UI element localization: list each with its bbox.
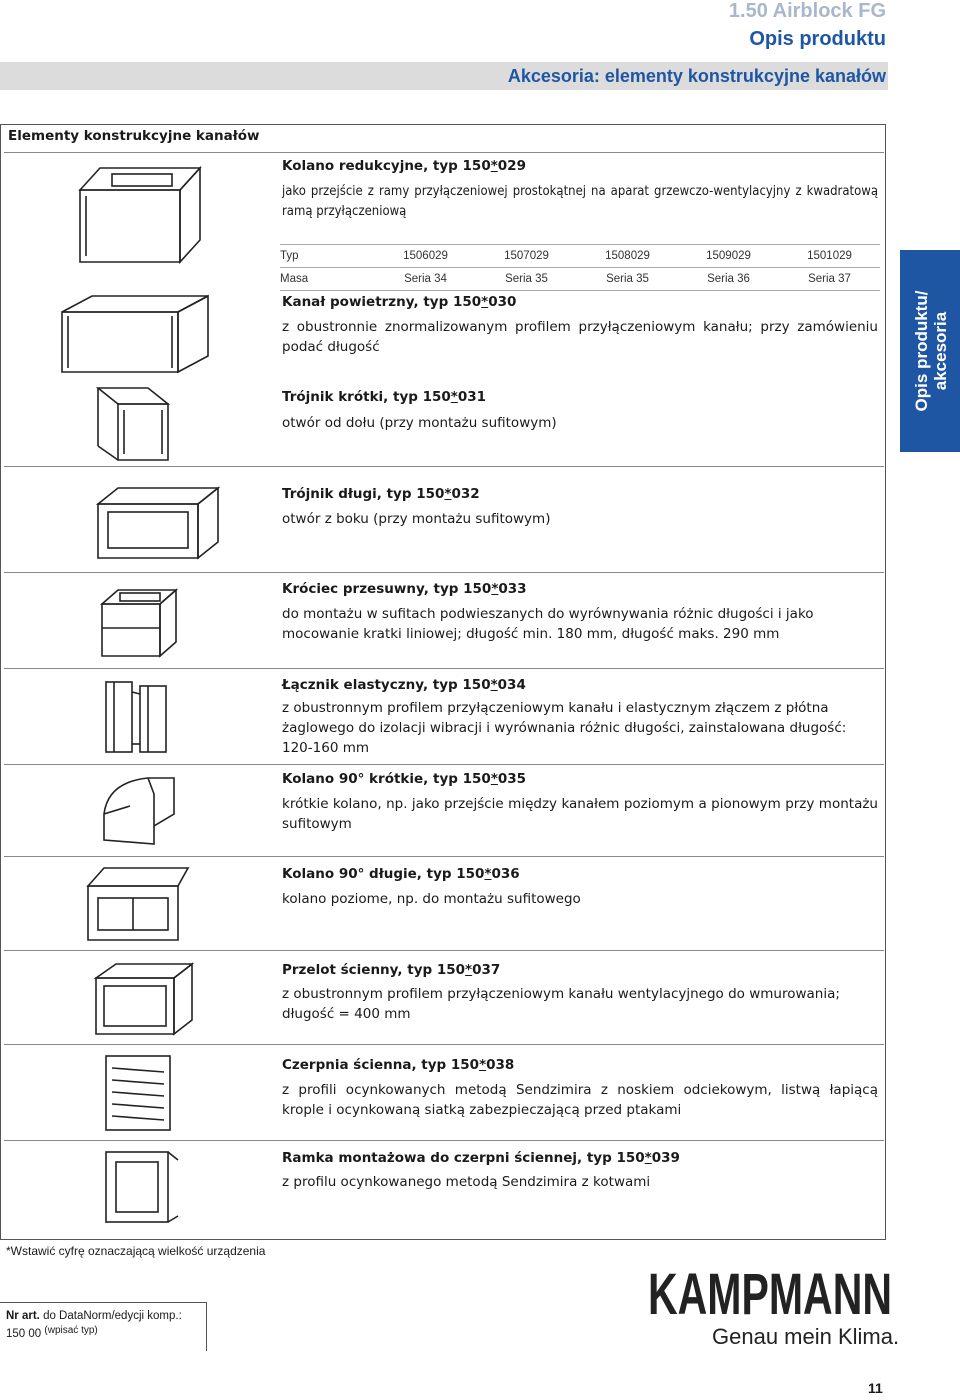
item-desc-039: z profilu ocynkowanego metodą Sendzimira z kotwami bbox=[282, 1174, 651, 1190]
side-tab-label: Opis produktu/ akcesoria bbox=[912, 290, 950, 412]
table-cell: 1506029 bbox=[375, 245, 476, 268]
svg-text:KAMPMANN: KAMPMANN bbox=[648, 1262, 892, 1327]
item-title-033: Króciec przesuwny, typ 150*033 bbox=[282, 581, 527, 597]
divider bbox=[4, 950, 884, 951]
item-desc-036: kolano poziome, np. do montażu sufitowego bbox=[282, 891, 581, 907]
item-title-039: Ramka montażowa do czerpni ściennej, typ 150*039 bbox=[282, 1150, 680, 1166]
item-title-029: Kolano redukcyjne, typ 150*029 bbox=[282, 158, 526, 174]
divider bbox=[4, 764, 884, 765]
table-cell: 1508029 bbox=[577, 245, 678, 268]
slogan: Genau mein Klima. bbox=[712, 1324, 900, 1349]
divider bbox=[4, 466, 884, 467]
table-cell: Seria 34 bbox=[375, 268, 476, 291]
row-label: Typ bbox=[280, 245, 375, 268]
wall-sleeve-illustration bbox=[88, 958, 198, 1038]
table-cell: Seria 37 bbox=[779, 268, 880, 291]
long-elbow-illustration bbox=[78, 862, 196, 946]
table-cell: 1507029 bbox=[476, 245, 577, 268]
long-tee-illustration bbox=[78, 482, 228, 564]
item-title-036: Kolano 90° długie, typ 150*036 bbox=[282, 866, 520, 882]
item-title-037: Przelot ścienny, typ 150*037 bbox=[282, 962, 501, 978]
product-code-heading: 1.50 Airblock FG bbox=[728, 0, 886, 22]
item-desc-030: z obustronnie znormalizowanym profilem przyłączeniowym kanału; przy zamówieniu podać długość bbox=[282, 319, 878, 355]
table-cell: 1501029 bbox=[779, 245, 880, 268]
divider bbox=[4, 668, 884, 669]
table-cell: 1509029 bbox=[678, 245, 779, 268]
table-cell: Seria 36 bbox=[678, 268, 779, 291]
item-desc-034: z obustronnym profilem przyłączeniowym kanału i elastycznym złączem z płótna żaglowego do izolacji wibracji i wyrównania różnic długości, zainstalowana długość: 120-160 mm bbox=[282, 700, 847, 756]
item-title-032: Trójnik długi, typ 150*032 bbox=[282, 486, 480, 502]
article-number-code: 150 00 (wpisać typ) bbox=[6, 1325, 98, 1340]
item-title-038: Czerpnia ścienna, typ 150*038 bbox=[282, 1057, 515, 1073]
article-number-label: Nr art. do DataNorm/edycji komp.: bbox=[6, 1310, 182, 1322]
divider bbox=[4, 152, 884, 153]
sliding-spigot-illustration bbox=[96, 584, 186, 660]
short-elbow-illustration bbox=[84, 770, 196, 850]
item-desc-038: z profili ocynkowanych metodą Sendzimira z noskiem odciekowym, listwą łapiącą krople i ocynkowaną siatką zabezpieczającą przed ptakami bbox=[282, 1082, 878, 1118]
item-title-035: Kolano 90° krótkie, typ 150*035 bbox=[282, 771, 527, 787]
divider bbox=[4, 1044, 884, 1045]
item-desc-037: z obustronnym profilem przyłączeniowym kanału wentylacyjnego do wmurowania; długość = 400 mm bbox=[282, 986, 840, 1022]
page-number: 11 bbox=[868, 1380, 883, 1396]
item-desc-031: otwór od dołu (przy montażu sufitowym) bbox=[282, 415, 557, 431]
air-duct-illustration bbox=[58, 292, 218, 377]
item-title-034: Łącznik elastyczny, typ 150*034 bbox=[282, 677, 526, 693]
table-row bbox=[280, 245, 880, 268]
divider bbox=[4, 1140, 884, 1141]
page-title: Akcesoria: elementy konstrukcyjne kanałów bbox=[507, 66, 886, 86]
item-title-030: Kanał powietrzny, typ 150*030 bbox=[282, 294, 517, 310]
kampmann-logo bbox=[648, 1258, 896, 1327]
divider bbox=[4, 572, 884, 573]
table-cell: Seria 35 bbox=[577, 268, 678, 291]
mounting-frame-illustration bbox=[98, 1146, 186, 1228]
divider bbox=[4, 856, 884, 857]
frame-title: Elementy konstrukcyjne kanałów bbox=[8, 128, 260, 144]
item-desc-035: krótkie kolano, np. jako przejście między kanałem poziomym a pionowym przy montażu sufitowym bbox=[282, 796, 878, 832]
table-cell: Seria 35 bbox=[476, 268, 577, 291]
row-label: Masa bbox=[280, 268, 375, 291]
spec-table bbox=[280, 244, 880, 291]
wall-intake-illustration bbox=[98, 1050, 186, 1136]
item-title-031: Trójnik krótki, typ 150*031 bbox=[282, 389, 487, 405]
short-tee-illustration bbox=[88, 382, 198, 466]
flexible-connector-illustration bbox=[100, 674, 180, 758]
footnote: *Wstawić cyfrę oznaczającą wielkość urządzenia bbox=[6, 1244, 266, 1258]
table-row bbox=[280, 268, 880, 291]
item-desc-029: jako przejście z ramy przyłączeniowej prostokątnej na aparat grzewczo-wentylacyjny z kwadratową ramą przyłączeniową bbox=[282, 184, 878, 219]
item-desc-033: do montażu w sufitach podwieszanych do wyrównywania różnic długości i jako mocowanie kratki liniowej; długość min. 180 mm, długość maks. 290 mm bbox=[282, 606, 814, 642]
reducing-elbow-illustration bbox=[72, 160, 212, 270]
item-desc-032: otwór z boku (przy montażu sufitowym) bbox=[282, 511, 551, 527]
section-heading: Opis produktu bbox=[749, 28, 886, 50]
